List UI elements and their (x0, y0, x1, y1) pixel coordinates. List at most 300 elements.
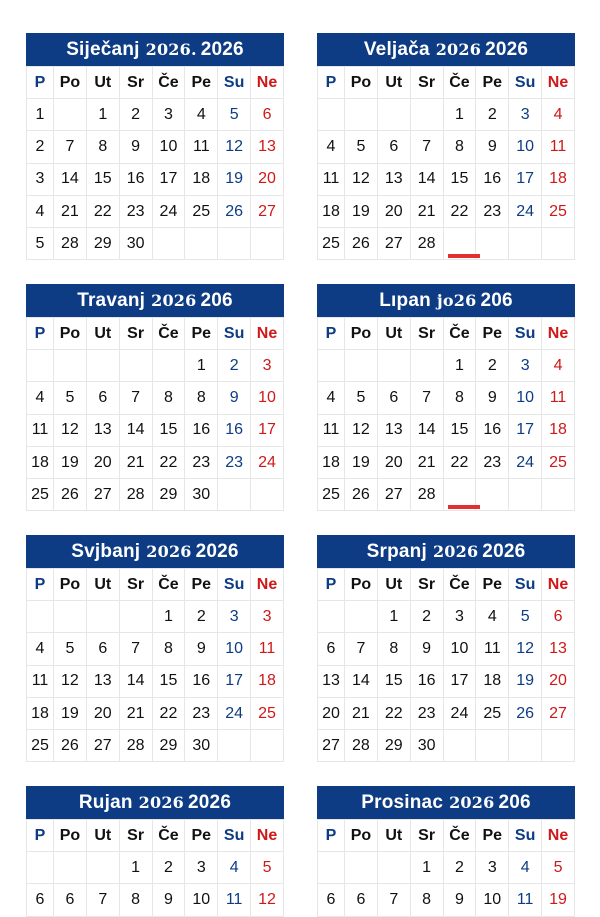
day-cell (54, 99, 87, 131)
day-cell: 13 (86, 414, 119, 446)
day-cell: 2 (476, 99, 509, 131)
day-cell: 23 (119, 195, 152, 227)
week-number-cell (27, 852, 54, 884)
day-cell: 27 (86, 479, 119, 511)
day-cell: 13 (377, 163, 410, 195)
weekday-header: Pe (185, 318, 218, 350)
weekday-header: Su (218, 820, 251, 852)
day-cell: 19 (542, 884, 575, 916)
day-cell: 1 (185, 350, 218, 382)
day-cell: 23 (476, 446, 509, 478)
day-cell: 19 (54, 446, 87, 478)
day-cell: 29 (86, 228, 119, 260)
week-number-cell: 1 (27, 99, 54, 131)
day-cell: 22 (443, 446, 476, 478)
day-cell: 27 (377, 479, 410, 511)
weekday-header-row (318, 569, 575, 601)
day-cell: 17 (152, 163, 185, 195)
day-cell: 1 (443, 350, 476, 382)
day-cell: 9 (410, 633, 443, 665)
day-cell (152, 228, 185, 260)
day-cell: 12 (54, 665, 87, 697)
day-cell: 5 (251, 852, 284, 884)
day-cell: 11 (218, 884, 251, 916)
day-cell (542, 730, 575, 762)
day-cell: 16 (476, 414, 509, 446)
day-cell: 22 (377, 697, 410, 729)
day-cell: 17 (509, 414, 542, 446)
day-cell (443, 730, 476, 762)
week-number-cell: 25 (318, 479, 345, 511)
day-cell: 16 (476, 163, 509, 195)
month-table (26, 317, 284, 511)
day-cell (476, 479, 509, 511)
week-row (27, 633, 284, 665)
day-cell: 20 (377, 195, 410, 227)
weekday-header: Ut (377, 820, 410, 852)
month-card (26, 33, 284, 260)
day-cell: 10 (509, 382, 542, 414)
day-cell: 14 (410, 163, 443, 195)
week-row (318, 852, 575, 884)
day-cell (218, 228, 251, 260)
month-year: 206 (200, 289, 233, 311)
day-cell: 12 (251, 884, 284, 916)
day-cell: 2 (476, 350, 509, 382)
weekday-header: Če (152, 67, 185, 99)
month-title (26, 284, 284, 317)
day-cell: 15 (443, 414, 476, 446)
week-number-cell (318, 852, 345, 884)
day-cell: 21 (119, 697, 152, 729)
day-cell: 8 (377, 633, 410, 665)
weekday-header-row (318, 67, 575, 99)
week-row (318, 730, 575, 762)
weekday-header: Ut (86, 820, 119, 852)
week-number-cell (27, 350, 54, 382)
day-cell: 28 (54, 228, 87, 260)
month-name: Lıpan (379, 289, 431, 311)
week-row (27, 382, 284, 414)
day-cell: 23 (185, 697, 218, 729)
day-cell: 3 (476, 852, 509, 884)
day-cell: 7 (377, 884, 410, 916)
weekday-header: Su (509, 67, 542, 99)
month-title (26, 786, 284, 819)
day-cell: 23 (218, 446, 251, 478)
week-number-cell: 13 (318, 665, 345, 697)
day-cell: 12 (345, 414, 378, 446)
weekday-header: Če (152, 569, 185, 601)
month-name: Svjbanj (71, 540, 141, 562)
weekday-header: Ut (86, 67, 119, 99)
day-cell: 19 (345, 195, 378, 227)
day-cell: 7 (410, 382, 443, 414)
week-row (27, 414, 284, 446)
day-cell: 3 (251, 350, 284, 382)
weekday-header-row (318, 318, 575, 350)
day-cell (410, 99, 443, 131)
weekday-header: Pe (476, 569, 509, 601)
day-cell: 14 (54, 163, 87, 195)
day-cell: 17 (509, 163, 542, 195)
month-table (26, 66, 284, 260)
weekday-header: Pe (476, 67, 509, 99)
weekday-header: Ne (251, 569, 284, 601)
month-year-small: 2026 (449, 793, 495, 812)
day-cell (119, 601, 152, 633)
weekday-header: Po (54, 820, 87, 852)
weekday-header: Su (218, 569, 251, 601)
day-cell: 3 (152, 99, 185, 131)
day-cell: 4 (542, 350, 575, 382)
week-number-cell: 6 (318, 633, 345, 665)
day-cell (410, 350, 443, 382)
weekday-header: Če (152, 318, 185, 350)
month-year-small: 2026. (145, 40, 197, 59)
weekday-header: Po (345, 67, 378, 99)
day-cell: 4 (542, 99, 575, 131)
red-underline-mark (448, 505, 480, 509)
day-cell: 5 (542, 852, 575, 884)
day-cell: 4 (509, 852, 542, 884)
day-cell: 30 (185, 479, 218, 511)
weekday-header: Ne (251, 318, 284, 350)
day-cell: 3 (509, 99, 542, 131)
day-cell: 30 (410, 730, 443, 762)
day-cell: 28 (410, 479, 443, 511)
day-cell: 20 (86, 446, 119, 478)
weekday-header: Če (443, 820, 476, 852)
month-year-small: 2026 (435, 40, 482, 59)
day-cell (218, 479, 251, 511)
day-cell: 24 (152, 195, 185, 227)
day-cell (542, 479, 575, 511)
day-cell: 5 (345, 131, 378, 163)
week-number-cell: 3 (27, 163, 54, 195)
day-cell: 22 (443, 195, 476, 227)
week-row (318, 163, 575, 195)
week-number-cell: 4 (27, 633, 54, 665)
day-cell: 27 (86, 730, 119, 762)
week-row (27, 446, 284, 478)
weekday-header: P (27, 820, 54, 852)
week-row (318, 601, 575, 633)
weekday-header: P (318, 318, 345, 350)
weekday-header: Po (345, 318, 378, 350)
week-row (27, 228, 284, 260)
day-cell: 18 (476, 665, 509, 697)
month-card (26, 535, 284, 762)
week-number-cell: 5 (27, 228, 54, 260)
month-year: 2026 (195, 540, 239, 562)
week-number-cell: 25 (318, 228, 345, 260)
weekday-header: Ne (542, 67, 575, 99)
weekday-header-row (318, 820, 575, 852)
day-cell: 1 (86, 99, 119, 131)
month-title (317, 284, 575, 317)
day-cell: 15 (377, 665, 410, 697)
day-cell: 24 (251, 446, 284, 478)
day-cell (377, 99, 410, 131)
weekday-header: Pe (185, 820, 218, 852)
week-row (318, 99, 575, 131)
day-cell: 18 (542, 163, 575, 195)
week-row (318, 633, 575, 665)
day-cell: 21 (54, 195, 87, 227)
day-cell: 27 (542, 697, 575, 729)
month-title (317, 786, 575, 819)
day-cell: 3 (443, 601, 476, 633)
day-cell: 9 (152, 884, 185, 916)
day-cell (119, 350, 152, 382)
week-number-cell: 25 (27, 479, 54, 511)
month-table (317, 819, 575, 917)
week-number-cell: 4 (27, 195, 54, 227)
day-cell: 22 (152, 446, 185, 478)
day-cell: 14 (119, 414, 152, 446)
day-cell (476, 228, 509, 260)
day-cell: 10 (476, 884, 509, 916)
week-number-cell: 4 (27, 382, 54, 414)
week-number-cell: 2 (27, 131, 54, 163)
month-card (317, 786, 575, 917)
day-cell: 21 (345, 697, 378, 729)
day-cell: 15 (152, 414, 185, 446)
day-cell: 18 (542, 414, 575, 446)
weekday-header-row (27, 318, 284, 350)
day-cell: 7 (54, 131, 87, 163)
week-row (318, 414, 575, 446)
day-cell: 8 (152, 382, 185, 414)
weekday-header: P (27, 318, 54, 350)
month-card (317, 284, 575, 511)
day-cell: 26 (218, 195, 251, 227)
day-cell: 29 (152, 730, 185, 762)
day-cell: 20 (251, 163, 284, 195)
week-row (27, 479, 284, 511)
weekday-header: Pe (476, 318, 509, 350)
weekday-header: Su (218, 318, 251, 350)
week-number-cell: 20 (318, 697, 345, 729)
day-cell: 5 (509, 601, 542, 633)
day-cell (86, 601, 119, 633)
month-name: Veljača (363, 38, 430, 60)
day-cell: 23 (410, 697, 443, 729)
day-cell (152, 350, 185, 382)
weekday-header: Sr (119, 67, 152, 99)
week-row (27, 195, 284, 227)
weekday-header: Ut (377, 569, 410, 601)
day-cell: 6 (86, 633, 119, 665)
month-table (317, 568, 575, 762)
day-cell: 16 (218, 414, 251, 446)
day-cell: 13 (251, 131, 284, 163)
weekday-header: Ne (251, 67, 284, 99)
day-cell: 7 (119, 633, 152, 665)
day-cell: 11 (185, 131, 218, 163)
month-title (317, 535, 575, 568)
week-row (318, 665, 575, 697)
day-cell: 11 (251, 633, 284, 665)
week-row (27, 131, 284, 163)
day-cell: 2 (218, 350, 251, 382)
week-number-cell (318, 350, 345, 382)
month-year: 206 (480, 289, 513, 311)
month-title (317, 33, 575, 66)
weekday-header: Ne (542, 569, 575, 601)
day-cell: 2 (410, 601, 443, 633)
weekday-header-row (27, 569, 284, 601)
month-year-small: 2026 (146, 542, 192, 561)
month-card (317, 33, 575, 260)
weekday-header: Po (54, 318, 87, 350)
week-number-cell: 4 (318, 131, 345, 163)
day-cell: 7 (86, 884, 119, 916)
day-cell: 6 (377, 382, 410, 414)
month-year-small: 2026 (151, 291, 197, 310)
week-row (318, 382, 575, 414)
day-cell: 27 (377, 228, 410, 260)
day-cell (345, 852, 378, 884)
month-name: Siječanj (66, 38, 140, 60)
month-year: 2026 (485, 38, 529, 60)
day-cell: 11 (476, 633, 509, 665)
week-row (27, 852, 284, 884)
day-cell: 15 (443, 163, 476, 195)
week-number-cell: 4 (318, 382, 345, 414)
week-number-cell: 11 (27, 665, 54, 697)
day-cell: 1 (443, 99, 476, 131)
week-number-cell: 18 (27, 697, 54, 729)
day-cell: 6 (54, 884, 87, 916)
day-cell: 18 (251, 665, 284, 697)
weekday-header: Po (345, 820, 378, 852)
day-cell: 26 (509, 697, 542, 729)
weekday-header: P (27, 67, 54, 99)
day-cell: 13 (86, 665, 119, 697)
weekday-header: Ne (542, 820, 575, 852)
weekday-header: Če (443, 569, 476, 601)
day-cell: 14 (410, 414, 443, 446)
week-row (318, 195, 575, 227)
day-cell (86, 852, 119, 884)
weekday-header: Sr (410, 569, 443, 601)
week-row (27, 99, 284, 131)
weekday-header: Ut (377, 318, 410, 350)
day-cell: 2 (119, 99, 152, 131)
day-cell: 9 (476, 382, 509, 414)
weekday-header: Su (509, 318, 542, 350)
day-cell: 2 (443, 852, 476, 884)
weekday-header: Sr (410, 820, 443, 852)
month-card (317, 535, 575, 762)
day-cell: 30 (185, 730, 218, 762)
month-table (317, 66, 575, 260)
day-cell: 8 (86, 131, 119, 163)
week-row (318, 446, 575, 478)
day-cell: 10 (152, 131, 185, 163)
day-cell: 19 (509, 665, 542, 697)
weekday-header: Su (509, 569, 542, 601)
day-cell: 11 (542, 131, 575, 163)
month-year-small: 2026 (138, 793, 185, 812)
week-row (27, 697, 284, 729)
day-cell: 4 (185, 99, 218, 131)
day-cell: 5 (54, 382, 87, 414)
day-cell: 8 (410, 884, 443, 916)
day-cell: 1 (119, 852, 152, 884)
day-cell: 11 (542, 382, 575, 414)
day-cell: 18 (185, 163, 218, 195)
day-cell: 17 (251, 414, 284, 446)
day-cell: 9 (185, 633, 218, 665)
week-number-cell (318, 99, 345, 131)
weekday-header: Ut (377, 67, 410, 99)
day-cell: 10 (185, 884, 218, 916)
week-number-cell: 18 (318, 195, 345, 227)
month-name: Prosinac (361, 791, 444, 813)
day-cell: 2 (152, 852, 185, 884)
day-cell (377, 852, 410, 884)
day-cell: 17 (443, 665, 476, 697)
day-cell: 5 (345, 382, 378, 414)
day-cell: 28 (119, 479, 152, 511)
month-year-small: 2026 (432, 542, 479, 561)
day-cell: 12 (509, 633, 542, 665)
day-cell: 29 (377, 730, 410, 762)
weekday-header: Su (218, 67, 251, 99)
week-row (27, 665, 284, 697)
weekday-header: P (318, 569, 345, 601)
weekday-header: Po (54, 569, 87, 601)
day-cell (345, 350, 378, 382)
day-cell: 7 (410, 131, 443, 163)
day-cell: 13 (377, 414, 410, 446)
month-name: Rujan (78, 791, 133, 813)
week-row (318, 350, 575, 382)
month-title (26, 535, 284, 568)
weekday-header: Sr (410, 318, 443, 350)
week-number-cell (318, 601, 345, 633)
weekday-header: Ne (251, 820, 284, 852)
day-cell: 2 (185, 601, 218, 633)
day-cell: 30 (119, 228, 152, 260)
month-table (26, 568, 284, 762)
day-cell: 19 (218, 163, 251, 195)
weekday-header: Ut (86, 569, 119, 601)
day-cell (185, 228, 218, 260)
weekday-header: P (27, 569, 54, 601)
week-number-cell: 27 (318, 730, 345, 762)
day-cell: 28 (119, 730, 152, 762)
week-row (318, 228, 575, 260)
day-cell: 15 (152, 665, 185, 697)
day-cell: 6 (86, 382, 119, 414)
weekday-header: Su (509, 820, 542, 852)
day-cell: 16 (185, 414, 218, 446)
day-cell: 6 (377, 131, 410, 163)
day-cell (509, 479, 542, 511)
day-cell: 23 (476, 195, 509, 227)
day-cell: 19 (345, 446, 378, 478)
day-cell: 28 (345, 730, 378, 762)
day-cell: 16 (119, 163, 152, 195)
weekday-header: Sr (119, 318, 152, 350)
day-cell: 26 (345, 228, 378, 260)
day-cell: 22 (86, 195, 119, 227)
month-year: 2026 (200, 38, 244, 60)
